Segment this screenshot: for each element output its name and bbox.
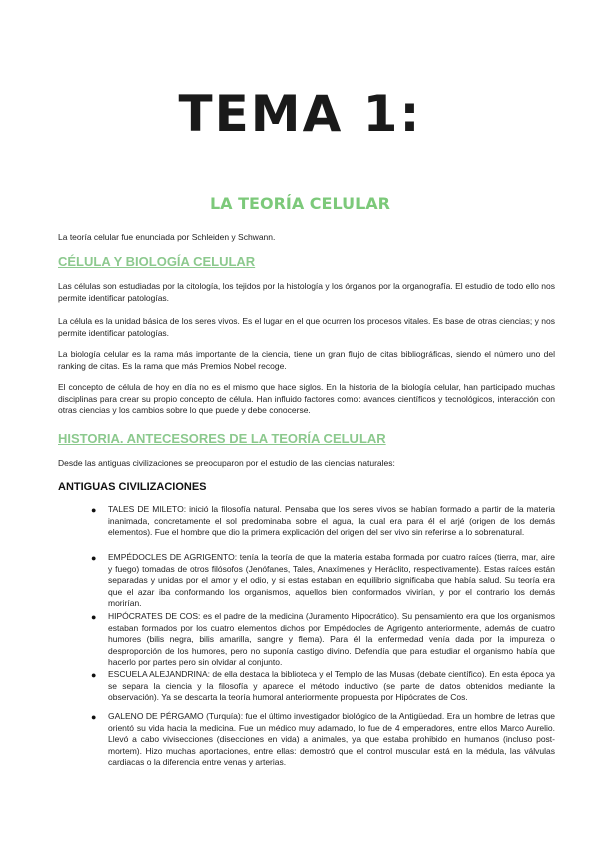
section-heading-historia: HISTORIA. ANTECESORES DE LA TEORÍA CELULAR [58,431,386,446]
bullet-icon: ● [91,670,97,680]
paragraph: La biología celular es la rama más importante de la ciencia, tiene un gran flujo de citas bibliográficas, siendo el número uno del ranking de citas. Es la rama que más Premios Nobel recoge. [58,349,555,371]
list-item: EMPÉDOCLES DE AGRIGENTO: tenía la teoría de que la materia estaba formada por cuatro raíces (tierra, mar, aire y fuego) tomadas de otros filósofos (Jenófanes, Tales, Anaxímenes y Heráclito, respectivamente). Estas raíces están separadas y unidas por el amor y el odio, y si estas estaban en equilibrio significaba que había salud. Su teoría era que el azar iba conformando los organismos, aquellos bien conformados vivirían, y por el contrario los demás morirían. [108,552,555,608]
intro-paragraph: La teoría celular fue enunciada por Schleiden y Schwann. [58,232,276,242]
page-subtitle: LA TEORÍA CELULAR [209,194,390,213]
paragraph: Las células son estudiadas por la citología, los tejidos por la histología y los órganos por la organografía. El estudio de todo ello nos permite identificar patologías. [58,281,555,303]
bullet-icon: ● [91,712,97,722]
list-item: HIPÓCRATES DE COS: es el padre de la medicina (Juramento Hipocrático). Su pensamiento era que los organismos estaban formados por los cuatro elementos dichos por Empédocles de Agrigento anteriormente, además de cuatro humores (bilis negra, bilis amarilla, sangre y flema). Para él la enfermedad venía dada por la impureza o desproporción de los humores, pero no suponía castigo divino. Defendía que para estudiar el organismo había que hacerlo por partes pero sin olvidar al conjunto. [108,611,555,667]
list-item: GALENO DE PÉRGAMO (Turquía): fue el último investigador biológico de la Antigüedad. Era un hombre de letras que orientó su vida hacia la medicina. Fue un médico muy adamado, lo fue de 4 emperadores, entre ellos Marco Aurelio. Llevó a cabo vivisecciones (disecciones en vida) a animales, ya que estaba prohibido en humanos (incluso post-mortem). Hizo muchas aportaciones, entre ellas: demostró que el control muscular está en la médula, las válvulas cardiacas o la diferencia entre venas y arterias. [108,711,555,767]
subsection-heading: ANTIGUAS CIVILIZACIONES [58,481,207,493]
bullet-icon: ● [91,553,97,563]
paragraph: La célula es la unidad básica de los seres vivos. Es el lugar en el que ocurren los procesos vitales. Es base de otras ciencias; y nos permite identificar patologías. [58,316,555,338]
paragraph: El concepto de célula de hoy en día no es el mismo que hace siglos. En la historia de la biología celular, han participado muchas disciplinas para crear su propio concepto de célula. Han influido factores como: avances científicos y tecnológicos, interacción con otras ciencias y los cambios sobre lo que puede y debe conocerse. [58,382,555,415]
page-title: TEMA 1: [178,85,422,143]
bullet-icon: ● [91,505,97,515]
section-heading-celula: CÉLULA Y BIOLOGÍA CELULAR [58,254,256,269]
list-item: TALES DE MILETO: inició la filosofía natural. Pensaba que los seres vivos se habían formado a partir de la materia inanimada, concretamente el sol predominaba sobre el agua, la cual era para él el arjé (origen de los demás elementos). Fue el hombre que dio la primera explicación del origen del ser vivo sin referirse a lo sobrenatural. [108,504,555,537]
section-intro: Desde las antiguas civilizaciones se preocuparon por el estudio de las ciencias naturales: [58,458,395,468]
list-item: ESCUELA ALEJANDRINA: de ella destaca la biblioteca y el Templo de las Musas (debate científico). En esta época ya se separa la ciencia y la filosofía y aparece el método inductivo (se parte de datos obtenidos mediante la observación). Ya se descarta la teoría humoral anteriormente propuesta por Hipócrates de Cos. [108,669,555,702]
bullet-icon: ● [91,612,97,622]
